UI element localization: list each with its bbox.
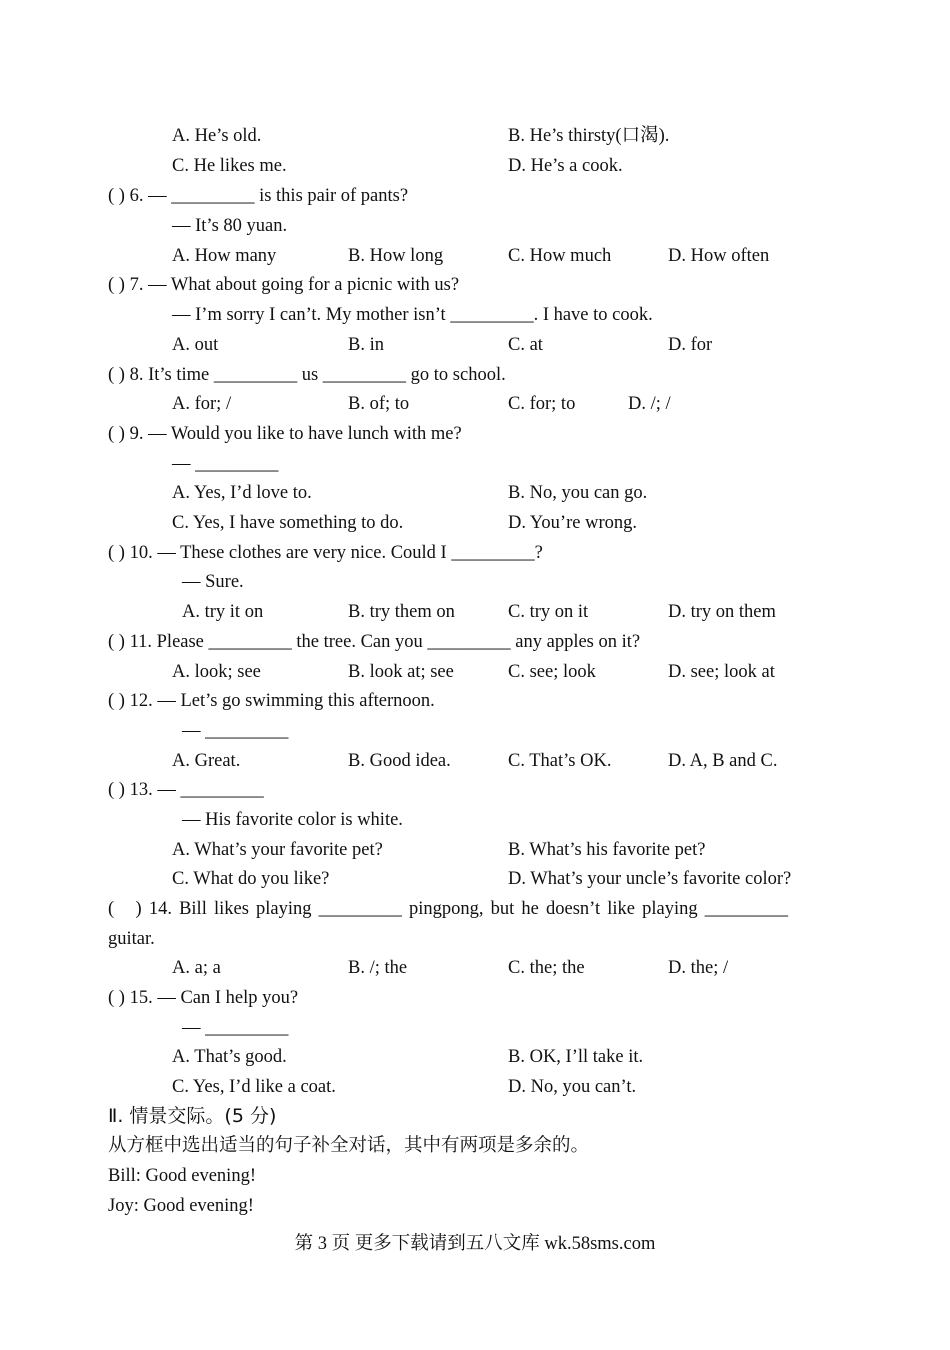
- q8-option-b: B. of; to: [348, 394, 410, 414]
- q12-stem: ( ) 12. — Let’s go swimming this afternoon.: [108, 691, 435, 711]
- q7-stem: ( ) 7. — What about going for a picnic with us?: [108, 275, 460, 295]
- q6-stem: ( ) 6. — _________ is this pair of pants?: [108, 186, 409, 206]
- q11-option-d: D. see; look at: [668, 662, 775, 682]
- q12-option-c: C. That’s OK.: [508, 751, 612, 771]
- q8-option-c: C. for; to: [508, 394, 576, 414]
- section-2-title: Ⅱ. 情景交际。(5 分): [108, 1105, 277, 1127]
- q13-stem: ( ) 13. — _________: [108, 780, 264, 800]
- q6-reply: — It’s 80 yuan.: [172, 216, 288, 236]
- q5-option-d: D. He’s a cook.: [508, 156, 623, 176]
- q15-option-d: D. No, you can’t.: [508, 1077, 637, 1097]
- q5-option-a: A. He’s old.: [172, 126, 262, 146]
- q14-option-d: D. the; /: [668, 958, 729, 978]
- q5-option-b: B. He’s thirsty(口渴).: [508, 126, 670, 146]
- q14-stem-line-2: guitar.: [108, 929, 155, 949]
- q7-reply: — I’m sorry I can’t. My mother isn’t _________. I have to cook.: [172, 305, 653, 325]
- q10-option-b: B. try them on: [348, 602, 455, 622]
- q10-option-c: C. try on it: [508, 602, 589, 622]
- dialogue-line-joy: Joy: Good evening!: [108, 1196, 254, 1216]
- q12-option-a: A. Great.: [172, 751, 241, 771]
- page-footer: 第 3 页 更多下载请到五八文库 wk.58sms.com: [294, 1234, 656, 1254]
- q6-option-d: D. How often: [668, 246, 770, 266]
- q15-reply: — _________: [182, 1018, 289, 1038]
- q9-stem: ( ) 9. — Would you like to have lunch with me?: [108, 424, 462, 444]
- q12-option-d: D. A, B and C.: [668, 751, 778, 771]
- q15-stem: ( ) 15. — Can I help you?: [108, 988, 299, 1008]
- q6-option-c: C. How much: [508, 246, 612, 266]
- q11-option-c: C. see; look: [508, 662, 596, 682]
- q9-option-b: B. No, you can go.: [508, 483, 648, 503]
- q12-option-b: B. Good idea.: [348, 751, 451, 771]
- q14-option-c: C. the; the: [508, 958, 585, 978]
- q8-option-d: D. /; /: [628, 394, 671, 414]
- q14-option-a: A. a; a: [172, 958, 221, 978]
- q7-option-a: A. out: [172, 335, 219, 355]
- q11-stem: ( ) 11. Please _________ the tree. Can you _________ any apples on it?: [108, 632, 641, 652]
- q7-option-c: C. at: [508, 335, 543, 355]
- q10-reply: — Sure.: [182, 572, 244, 592]
- q5-option-c: C. He likes me.: [172, 156, 287, 176]
- q15-option-a: A. That’s good.: [172, 1047, 287, 1067]
- q8-option-a: A. for; /: [172, 394, 232, 414]
- q10-option-d: D. try on them: [668, 602, 776, 622]
- q6-option-b: B. How long: [348, 246, 444, 266]
- q15-option-c: C. Yes, I’d like a coat.: [172, 1077, 336, 1097]
- q14-option-b: B. /; the: [348, 958, 408, 978]
- q13-option-a: A. What’s your favorite pet?: [172, 840, 383, 860]
- section-2-instruction: 从方框中选出适当的句子补全对话，其中有两项是多余的。: [108, 1136, 590, 1156]
- q8-stem: ( ) 8. It’s time _________ us _________ go to school.: [108, 365, 506, 385]
- q7-option-b: B. in: [348, 335, 384, 355]
- q9-option-c: C. Yes, I have something to do.: [172, 513, 404, 533]
- q11-option-b: B. look at; see: [348, 662, 454, 682]
- q10-stem: ( ) 10. — These clothes are very nice. Could I _________?: [108, 543, 543, 563]
- q9-option-d: D. You’re wrong.: [508, 513, 637, 533]
- q15-option-b: B. OK, I’ll take it.: [508, 1047, 644, 1067]
- q14-stem-line-1: ( ) 14. Bill likes playing _________ pingpong, but he doesn’t like playing _________: [108, 899, 788, 919]
- q7-option-d: D. for: [668, 335, 713, 355]
- q9-reply: — _________: [172, 454, 279, 474]
- q12-reply: — _________: [182, 721, 289, 741]
- q13-option-d: D. What’s your uncle’s favorite color?: [508, 869, 792, 889]
- q13-option-b: B. What’s his favorite pet?: [508, 840, 706, 860]
- q11-option-a: A. look; see: [172, 662, 261, 682]
- q9-option-a: A. Yes, I’d love to.: [172, 483, 312, 503]
- q10-option-a: A. try it on: [182, 602, 264, 622]
- dialogue-line-bill: Bill: Good evening!: [108, 1166, 256, 1186]
- q13-reply: — His favorite color is white.: [182, 810, 403, 830]
- q6-option-a: A. How many: [172, 246, 277, 266]
- q13-option-c: C. What do you like?: [172, 869, 330, 889]
